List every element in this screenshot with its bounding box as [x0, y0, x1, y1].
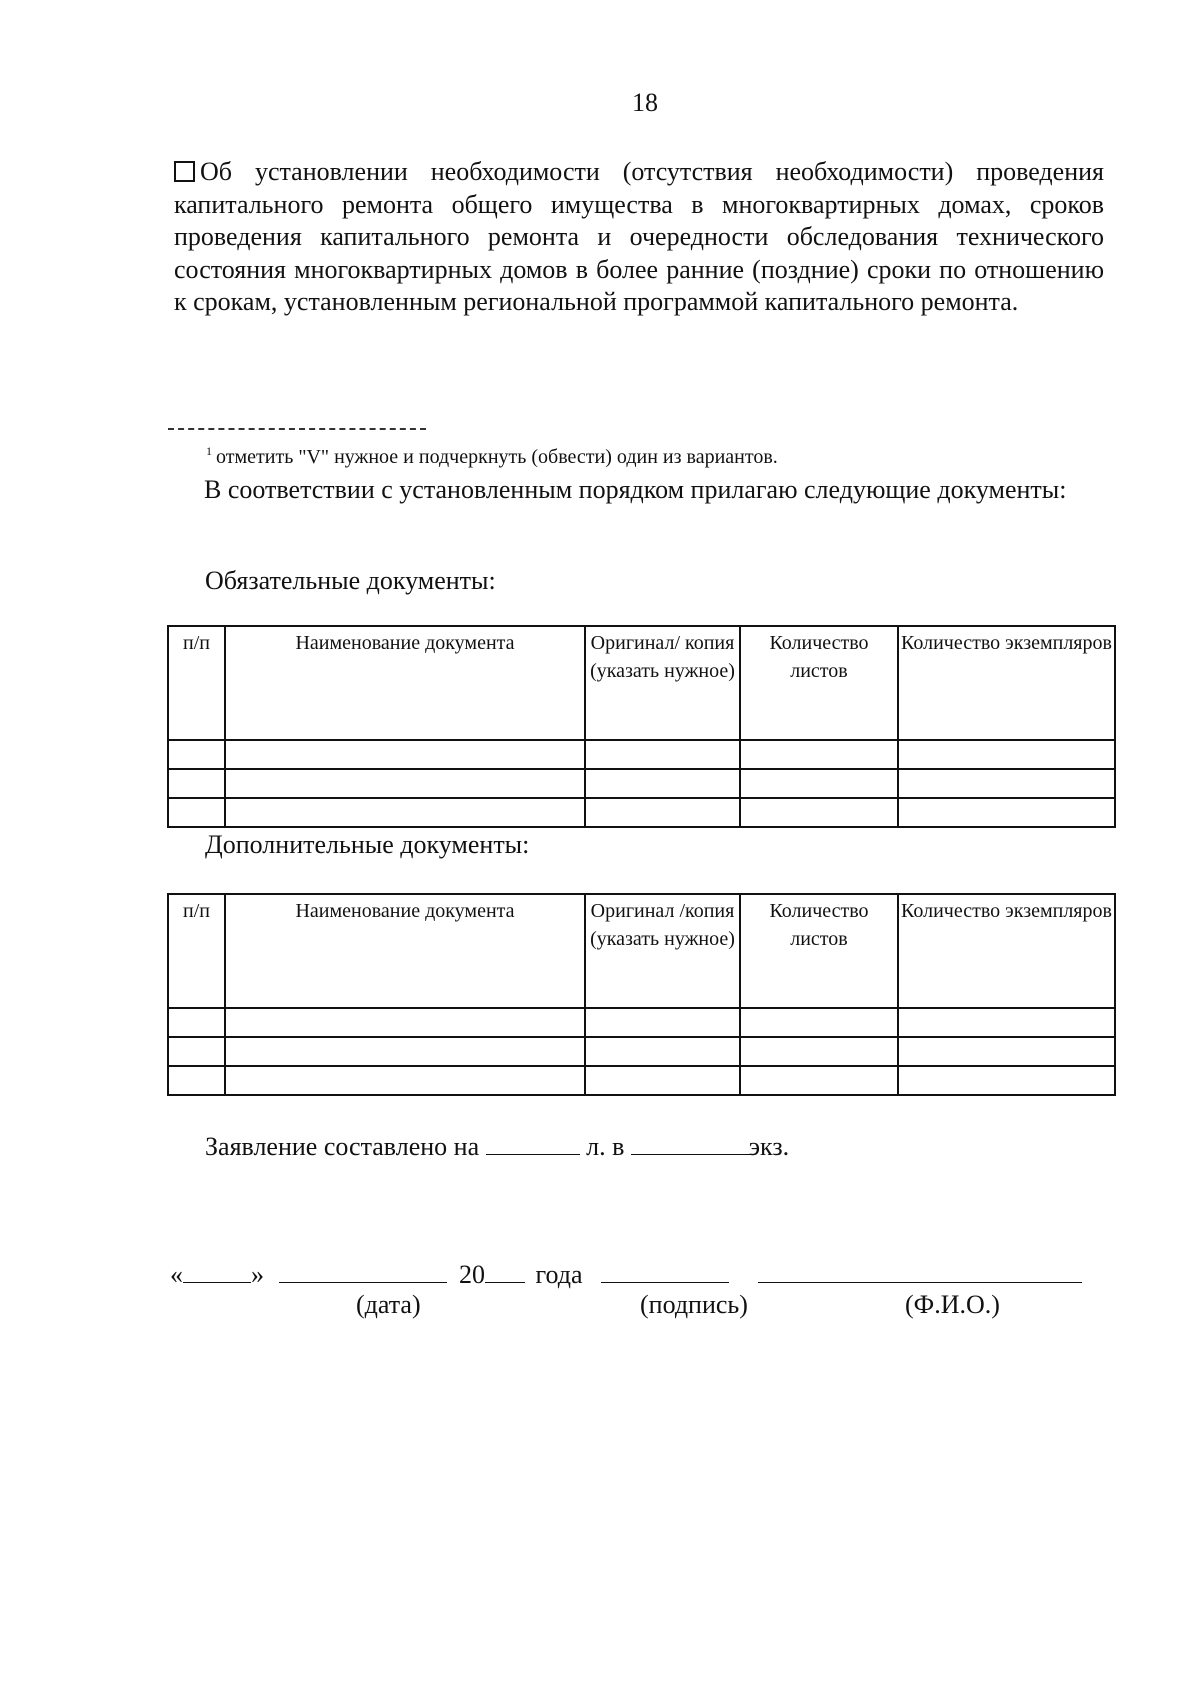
table-cell[interactable]: [740, 740, 898, 769]
column-header-number: п/п: [168, 626, 225, 740]
table-cell[interactable]: [168, 1008, 225, 1037]
column-header-number: п/п: [168, 894, 225, 1008]
statement-line: [205, 1130, 789, 1162]
page-number: 18: [632, 88, 658, 117]
table-cell[interactable]: [585, 1008, 740, 1037]
table-cell[interactable]: [225, 740, 585, 769]
table-cell[interactable]: [740, 769, 898, 798]
column-header-sheet-count: Количество листов: [740, 894, 898, 1008]
column-header-doc-name: Наименование документа: [225, 626, 585, 740]
statement-mid: л. в: [586, 1132, 625, 1161]
table-cell[interactable]: [898, 1037, 1115, 1066]
year-blank[interactable]: [485, 1258, 525, 1283]
table-cell[interactable]: [168, 769, 225, 798]
table-cell[interactable]: [585, 740, 740, 769]
statement-suffix: экз.: [748, 1132, 790, 1161]
option-checkbox[interactable]: [174, 161, 195, 182]
column-header-original-copy: Оригинал /копия (указать нужное): [585, 894, 740, 1008]
additional-docs-heading: Дополнительные документы:: [205, 830, 530, 859]
intro-paragraph: В соответствии с установленным порядком прилагаю следующие документы:: [204, 475, 1067, 504]
table-cell[interactable]: [168, 740, 225, 769]
signature-line: [170, 1258, 1082, 1290]
column-header-sheet-count: Количество листов: [740, 626, 898, 740]
column-header-copy-count: Количество экземпляров: [898, 894, 1115, 1008]
column-header-copy-count: Количество экземпляров: [898, 626, 1115, 740]
table-row: [168, 798, 1115, 827]
table-cell[interactable]: [898, 1008, 1115, 1037]
sheets-blank[interactable]: [486, 1130, 580, 1155]
year-prefix: 20: [459, 1260, 485, 1289]
copies-blank[interactable]: [631, 1130, 755, 1155]
table-cell[interactable]: [740, 1008, 898, 1037]
column-header-doc-name: Наименование документа: [225, 894, 585, 1008]
mandatory-docs-heading: Обязательные документы:: [205, 566, 496, 595]
table-cell[interactable]: [740, 798, 898, 827]
signature-blank[interactable]: [601, 1258, 729, 1283]
mandatory-docs-table: [167, 625, 1116, 828]
table-cell[interactable]: [898, 740, 1115, 769]
date-open-quote: «: [170, 1260, 183, 1289]
table-cell[interactable]: [585, 798, 740, 827]
table-row: [168, 1037, 1115, 1066]
table-header-row: [168, 894, 1115, 1008]
footnote-text: отметить "V" нужное и подчеркнуть (обвести) один из вариантов.: [216, 446, 778, 468]
statement-prefix: Заявление составлено на: [205, 1132, 480, 1161]
table-cell[interactable]: [898, 769, 1115, 798]
option-text: Об установлении необходимости (отсутствия необходимости) проведения капитального ремонта общего имущества в многоквартирных домах, сроков проведения капитального ремонта и очередности обследования технического состояния многоквартирных домов в более ранние (поздние) сроки по отношению к срокам, установленным региональной программой капитального ремонта.: [174, 157, 1104, 316]
table-cell[interactable]: [225, 1008, 585, 1037]
table-cell[interactable]: [898, 1066, 1115, 1095]
signature-caption: (подпись): [640, 1290, 748, 1319]
full-name-caption: (Ф.И.О.): [905, 1290, 1000, 1319]
date-caption: (дата): [356, 1290, 421, 1319]
table-cell[interactable]: [225, 1066, 585, 1095]
table-cell[interactable]: [168, 1066, 225, 1095]
table-cell[interactable]: [168, 1037, 225, 1066]
table-cell[interactable]: [585, 769, 740, 798]
table-row: [168, 1066, 1115, 1095]
table-row: [168, 769, 1115, 798]
table-cell[interactable]: [225, 769, 585, 798]
table-cell[interactable]: [225, 1037, 585, 1066]
table-row: [168, 740, 1115, 769]
column-header-original-copy: Оригинал/ копия (указать нужное): [585, 626, 740, 740]
table-cell[interactable]: [585, 1066, 740, 1095]
table-row: [168, 1008, 1115, 1037]
table-cell[interactable]: [168, 798, 225, 827]
footnote-marker: 1: [206, 444, 212, 458]
table-cell[interactable]: [225, 798, 585, 827]
table-header-row: [168, 626, 1115, 740]
day-blank[interactable]: [183, 1258, 251, 1283]
table-cell[interactable]: [740, 1066, 898, 1095]
table-cell[interactable]: [740, 1037, 898, 1066]
footnote-divider: [168, 428, 426, 430]
option-paragraph: [174, 156, 1104, 319]
date-close-quote: »: [251, 1260, 264, 1289]
table-cell[interactable]: [898, 798, 1115, 827]
footnote: [206, 444, 778, 469]
additional-docs-table: [167, 893, 1116, 1096]
month-blank[interactable]: [279, 1258, 447, 1283]
table-cell[interactable]: [585, 1037, 740, 1066]
year-suffix: года: [535, 1260, 583, 1289]
full-name-blank[interactable]: [758, 1258, 1082, 1283]
